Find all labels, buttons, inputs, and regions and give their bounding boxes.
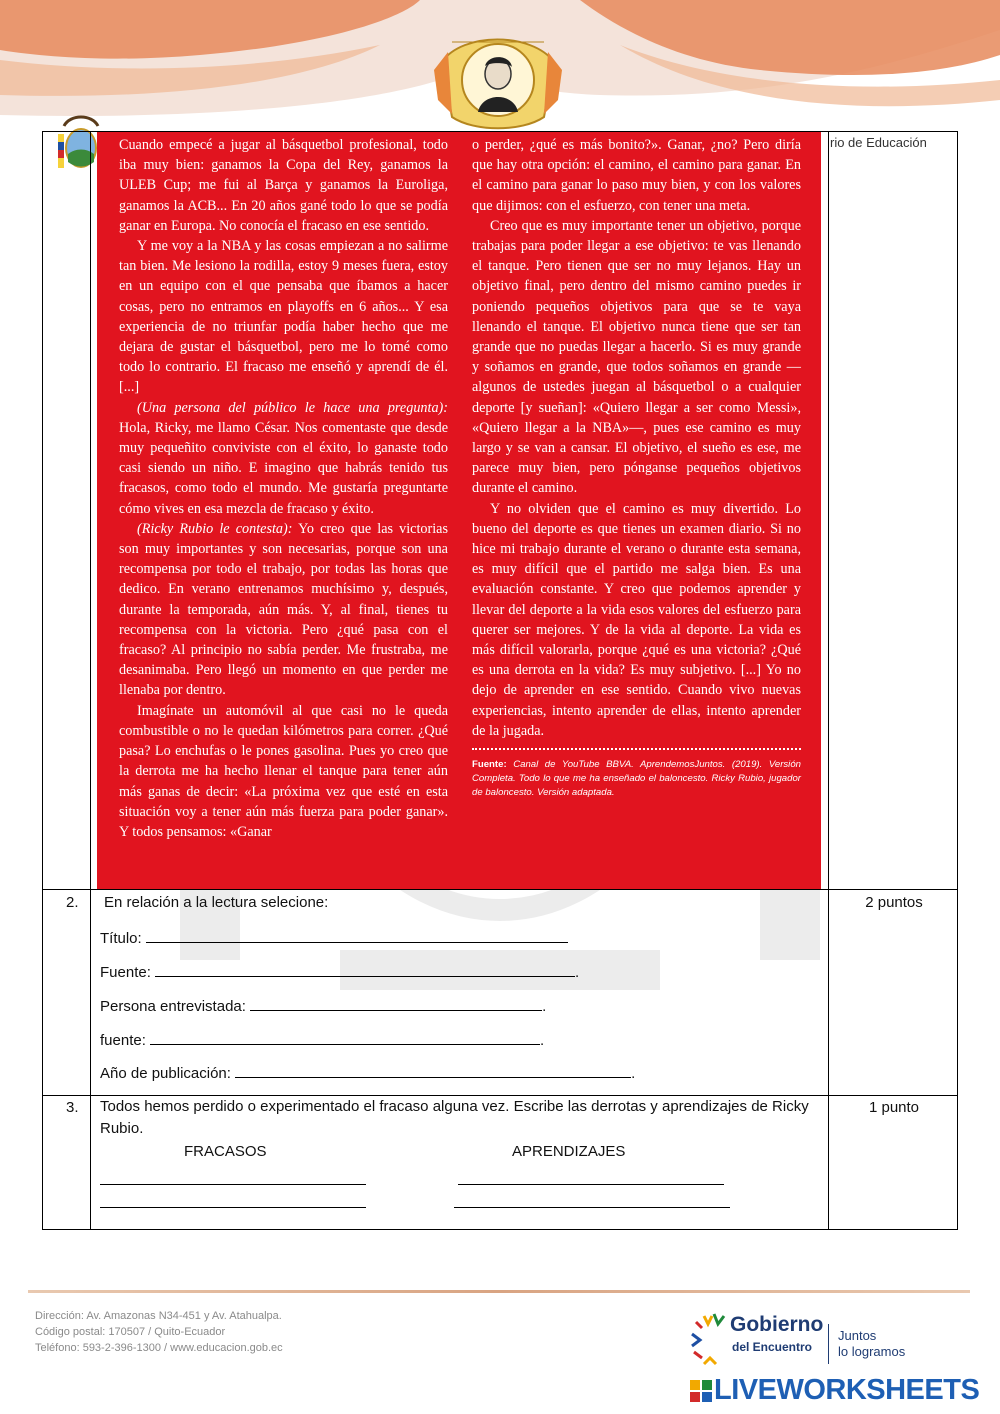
gobierno-subtitle: del Encuentro [732,1340,813,1354]
source-note [472,758,801,800]
question-3-number: 3. [66,1099,79,1116]
footer-address [35,1308,283,1356]
table-column-divider [90,131,91,1230]
gobierno-slogan: Juntos lo logramos [838,1328,906,1359]
reading-paragraph: Creo que es muy importante tener un objetivo, porque trabajas para poder llegar a ese objetivo: te vas llenando el tanque. Pero tienen que ser no muy lejanos. Hay un objetivo final, pero dentro del mismo camino puedes ir poniendo pequeños objetivos para que se te vaya llenando el tanque. El objetivo nunca tiene que ser tan grande que no puedas llegar a hacerlo. Si es muy grande y soñamos en grande, que todos soñamos en grande —algunos de ustedes juegan al básquetbol o a cualquier deporte [y sueñan]: «Quiero llegar a ser como Messi», «Quiero llegar a la NBA»—, pues ese camino es muy largo y se van a cansar. El objetivo, el sueño es ese, me parece muy bien, pero pónganse pequeños objetivos durante el camino. [472,217,801,497]
reading-right-column [472,135,801,800]
liveworksheets-wordmark: LIVEWORKSHEETS [714,1374,980,1406]
footer-rule [28,1290,970,1293]
fracasos-answer-line[interactable] [100,1184,366,1185]
question-speaker: (Una persona del público le hace una pregunta): [137,399,448,416]
reading-paragraph: Imagínate un automóvil al que casi no le queda combustible o no le quedan kilómetros para correr. ¿Qué pasa? Lo enchufas o le pones gasolina. Pues yo creo que la derrota me ha hecho llenar el tanque para tener aún más ganas de decir: «La próxima vez que esté en esta situación voy a tener aún más fuerza para poder ganar». Y todos pensamos: «Ganar [119,702,448,840]
field-label: Fuente: [100,964,151,981]
aprendizajes-answer-line[interactable] [454,1207,730,1208]
question-3-prompt: Todos hemos perdido o experimentado el fracaso alguna vez. Escribe las derrotas y aprendizajes de Ricky Rubio. [100,1098,809,1137]
answer-text: Yo creo que las victorias son muy importantes y son necesarias, porque son una recompensa por todo el trabajo, por todas las horas que dedico. En verano entrenamos muchísimo y, después, durante la temporada, aún más. Y, al final, tienes tu recompensa con la victoria. Pero ¿qué pasa con el fracaso? Al principio no sabía perder. Me frustraba, me desanimaba. Pero llegó un momento en que perder me llenaba por dentro. [119,520,448,699]
fracasos-heading: FRACASOS [184,1143,267,1160]
field-fuente: Fuente: . [100,964,580,981]
answer-speaker: (Ricky Rubio le contesta): [137,520,293,537]
reading-paragraph: Cuando empecé a jugar al básquetbol profesional, todo iba muy bien: ganamos la Copa del Rey, ganamos la ULEB Cup; me fui al Barça y ganamos la Euroliga, ganamos la ACB... En 20 años gané todo lo que se podía ganar en Europa. No conocía el fracaso en ese sentido. [119,137,448,234]
field-anio-publicacion: Año de publicación: . [100,1065,636,1082]
question-text: Hola, Ricky, me llamo César. Nos comentaste que desde muy pequeñito conviviste con el éxito, lo ganaste todo casi siendo un niño. E imagino que habrás tenido tus fracasos, como todo el mundo. Me gustaría preguntarte cómo vives en esa mezcla de fracaso y éxito. [119,419,448,517]
table-border-bottom [42,1229,958,1230]
persona-answer-blank[interactable] [250,996,542,1011]
fracasos-answer-line[interactable] [100,1207,366,1208]
table-row-divider [42,889,958,890]
question-2-prompt: En relación a la lectura selecione: [104,894,329,911]
phone-web-line: Teléfono: 593-2-396-1300 / www.educacion.gob.ec [35,1342,283,1354]
reading-paragraph: Y me voy a la NBA y las cosas empiezan a no salirme tan bien. Me lesiono la rodilla, estoy 9 meses fuera, estoy en un equipo con el que pensaba que íbamos a hacer cosas, pero no entramos en playoffs en 6 años... Y esa experiencia de no triunfar podía haber hecho que me dejara de gustar el básquetbol, pero me lo tomé como todo lo contrario. El fracaso me enseñó y aprendí de él. [...] [119,238,448,396]
field-label: fuente: [100,1032,146,1049]
question-3-points: 1 punto [868,1099,920,1116]
field-persona-entrevistada: Persona entrevistada: . [100,998,547,1015]
field-label: Título: [100,930,142,947]
school-seal-logo [432,22,564,134]
table-border-left [42,131,43,1230]
anio-answer-blank[interactable] [235,1063,631,1078]
field-fuente-2: fuente: . [100,1032,545,1049]
titulo-answer-blank[interactable] [146,928,568,943]
reading-panel [97,132,821,889]
address-line: Dirección: Av. Amazonas N34-451 y Av. Atahualpa. [35,1310,282,1322]
reading-paragraph: Y no olviden que el camino es muy divertido. Lo bueno del deporte es que tienes un examen diario. Si no hice mi trabajo durante el verano o durante esta semana, es muy difícil que el partido me salga bien. Es una evaluación constante. Y creo que podemos aprender y llevar del deporte a la vida esos valores del esfuerzo para querer ser mejores. Y de la vida al deporte. La vida es más difícil valorarla, porque ¿qué es una victoria? ¿Qué es una derrota en la vida? Es muy subjetivo. [...] Yo no dejo de aprender en ese sentido. Cuando vivo nuevas experiencias, intento aprender de ellas, intento aprender de la jugada. [472,500,801,739]
field-titulo [100,928,568,947]
gobierno-chevron-icon [690,1312,728,1372]
liveworksheets-icon [690,1380,712,1402]
reading-answer-paragraph [119,519,448,701]
field-label: Persona entrevistada: [100,998,246,1015]
question-2-number: 2. [66,894,79,911]
logo-divider [828,1324,829,1364]
source-text: Canal de YouTube BBVA. AprendemosJuntos. (2019). Versión Completa. Todo lo que me ha enseñado el baloncesto. Ricky Rubio, jugador de baloncesto. Versión adaptada. [472,759,801,799]
reading-paragraph: o perder, ¿qué es más bonito?». Ganar, ¿no? Pero diría que hay otra opción: el camino, el camino para ganar. En el camino para ganar lo paso muy bien, y con los valores que dijimos: con el esfuerzo, con tener una meta. [472,137,801,214]
field-label: Año de publicación: [100,1065,231,1082]
aprendizajes-heading: APRENDIZAJES [512,1143,626,1160]
table-border-right [957,131,958,1230]
aprendizajes-answer-line[interactable] [458,1184,724,1185]
gobierno-name: Gobierno [730,1313,824,1336]
reading-left-column [119,135,448,842]
fuente-answer-blank[interactable] [155,962,575,977]
reading-question-paragraph [119,398,448,519]
table-column-divider [828,131,829,1230]
source-label: Fuente: [472,759,507,771]
ministry-label: rio de Educación [830,135,927,150]
source-divider [472,748,801,750]
gobierno-del-encuentro-logo [690,1310,940,1376]
fuente-2-answer-blank[interactable] [150,1030,540,1045]
postal-code-line: Código postal: 170507 / Quito-Ecuador [35,1326,226,1338]
question-2-points: 2 puntos [865,894,923,911]
